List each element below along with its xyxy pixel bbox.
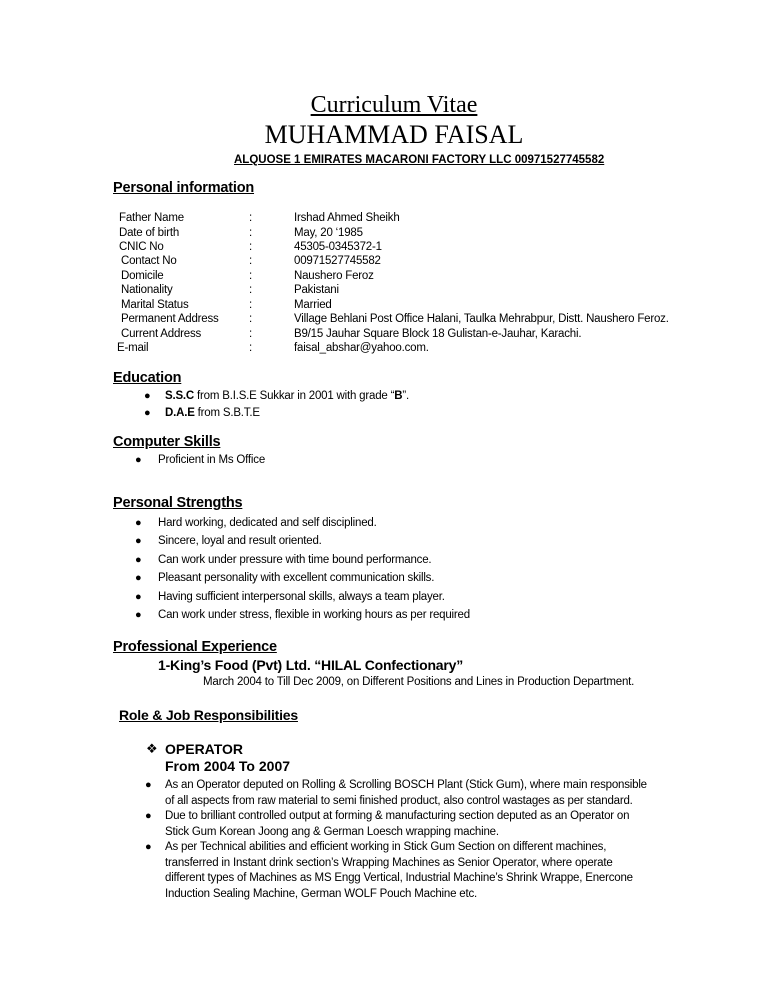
info-value: Pakistani (294, 284, 339, 296)
info-value: 00971527745582 (294, 255, 381, 267)
list-item: Proficient in Ms Office (158, 454, 266, 466)
degree-label: D.A.E (165, 407, 195, 419)
info-separator: : (249, 241, 252, 253)
responsibility-item: Due to brilliant controlled output at forming & manufacturing section deputed as an Operator on Stick Gum Korean Joong ang & German Loesch wrapping machine. (165, 810, 630, 838)
info-value: faisal_abshar@yahoo.com. (294, 342, 429, 354)
education-detail-end: ”. (402, 390, 409, 402)
personal-information-heading: Personal information (113, 180, 255, 196)
bullet-icon: ● (145, 810, 152, 822)
bullet-icon: ● (135, 517, 142, 529)
bullet-icon: ● (144, 390, 151, 402)
info-value: May, 20 ‘1985 (294, 227, 363, 239)
info-value: 45305-0345372-1 (294, 241, 382, 253)
info-label: Father Name (119, 212, 184, 224)
info-separator: : (249, 270, 252, 282)
diamond-bullet-icon: ❖ (146, 741, 158, 756)
education-detail: from S.B.T.E (194, 407, 260, 419)
professional-experience-heading: Professional Experience (113, 639, 277, 655)
list-item: Can work under pressure with time bound performance. (158, 554, 432, 566)
role-title: OPERATOR (165, 741, 244, 757)
list-item: Pleasant personality with excellent communication skills. (158, 572, 435, 584)
list-item: Sincere, loyal and result oriented. (158, 535, 322, 547)
info-separator: : (249, 328, 252, 340)
education-heading: Education (113, 370, 182, 386)
bullet-icon: ● (135, 554, 142, 566)
list-item: Can work under stress, flexible in working hours as per required (158, 609, 470, 621)
info-separator: : (249, 313, 252, 325)
bullet-icon: ● (135, 609, 142, 621)
company-name: 1-King’s Food (Pvt) Ltd. “HILAL Confectionary” (158, 657, 464, 673)
info-label: Domicile (121, 270, 164, 282)
info-value: Irshad Ahmed Sheikh (294, 212, 400, 224)
info-label: Current Address (121, 328, 202, 340)
info-label: E-mail (117, 342, 149, 354)
info-separator: : (249, 255, 252, 267)
info-label: Date of birth (119, 227, 180, 239)
info-separator: : (249, 342, 252, 354)
responsibility-item: As an Operator deputed on Rolling & Scrolling BOSCH Plant (Stick Gum), where main responsible of all aspects from raw material to semi finished product, also control wastages as per standard. (165, 779, 647, 807)
info-label: Nationality (121, 284, 173, 296)
responsibility-item: As per Technical abilities and efficient working in Stick Gum Section on different machines, transferred in Instant drink section’s Wrapping Machines as Senior Operator, where operate different types of Machines as MS Engg Vertical, Industrial Machine’s Shrink Wrappe, Enercone Induction Sealing Machine, German WOLF Pouch Machine etc. (165, 841, 633, 900)
info-value: Village Behlani Post Office Halani, Taulka Mehrabpur, Distt. Naushero Feroz. (294, 313, 669, 325)
employment-period: March 2004 to Till Dec 2009, on Different Positions and Lines in Production Department. (203, 676, 635, 688)
computer-skills-heading: Computer Skills (113, 434, 221, 450)
info-value: Married (294, 299, 332, 311)
grade-value: B (394, 390, 403, 402)
info-label: Permanent Address (121, 313, 219, 325)
info-separator: : (249, 284, 252, 296)
info-label: CNIC No (119, 241, 164, 253)
info-label: Marital Status (121, 299, 189, 311)
education-item (165, 407, 260, 419)
bullet-icon: ● (145, 779, 152, 791)
education-item (165, 390, 409, 402)
bullet-icon: ● (144, 407, 151, 419)
role-period: From 2004 To 2007 (165, 758, 291, 774)
list-item: Having sufficient interpersonal skills, always a team player. (158, 591, 445, 603)
bullet-icon: ● (135, 591, 142, 603)
info-value: Naushero Feroz (294, 270, 374, 282)
bullet-icon: ● (135, 572, 142, 584)
info-separator: : (249, 212, 252, 224)
document-title: Curriculum Vitae (310, 92, 478, 118)
personal-strengths-heading: Personal Strengths (113, 495, 243, 511)
info-value: B9/15 Jauhar Square Block 18 Gulistan-e-Jauhar, Karachi. (294, 328, 582, 340)
list-item: Hard working, dedicated and self disciplined. (158, 517, 377, 529)
info-label: Contact No (121, 255, 177, 267)
info-separator: : (249, 227, 252, 239)
degree-label: S.S.C (165, 390, 195, 402)
bullet-icon: ● (145, 841, 152, 853)
candidate-name: MUHAMMAD FAISAL (264, 120, 524, 149)
company-contact-line: ALQUOSE 1 EMIRATES MACARONI FACTORY LLC 00971527745582 (234, 154, 605, 166)
education-detail: from B.I.S.E Sukkar in 2001 with grade “ (194, 390, 395, 402)
info-separator: : (249, 299, 252, 311)
bullet-icon: ● (135, 454, 142, 466)
bullet-icon: ● (135, 535, 142, 547)
role-responsibilities-heading: Role & Job Responsibilities (119, 707, 298, 723)
